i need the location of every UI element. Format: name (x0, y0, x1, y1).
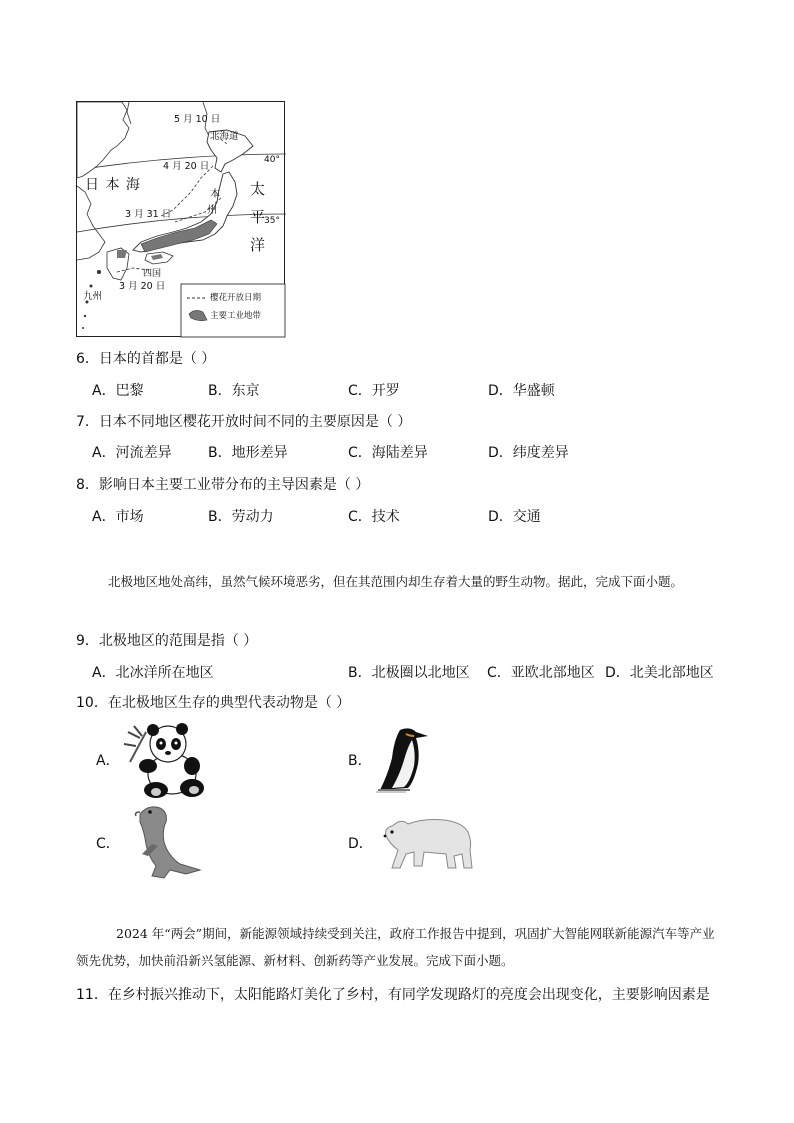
sea-lion-icon (130, 800, 208, 882)
label-mar31: 3 月 31 日 (125, 209, 172, 220)
q10-option-c[interactable]: C． (96, 836, 120, 852)
q8-option-c[interactable]: C．技术 (348, 509, 400, 525)
question-8-stem: 8．影响日本主要工业带分布的主导因素是（ ） (76, 477, 370, 493)
question-9-stem: 9．北极地区的范围是指（ ） (76, 633, 258, 649)
label-may10: 5 月 10 日 (174, 114, 221, 125)
q9-option-a[interactable]: A．北冰洋所在地区 (92, 665, 214, 681)
q6-option-a[interactable]: A．巴黎 (92, 383, 144, 399)
legend-bloom-label: 樱花开放日期 (210, 293, 262, 303)
panda-icon (122, 722, 208, 800)
q9-option-b[interactable]: B．北极圈以北地区 (348, 665, 470, 681)
q10-option-b[interactable]: B． (348, 753, 372, 769)
label-ocean-3: 洋 (250, 236, 266, 254)
q9-option-c[interactable]: C．亚欧北部地区 (487, 665, 595, 681)
label-honshu-2: 州 (207, 205, 217, 216)
passage-energy: 2024 年“两会”期间，新能源领域持续受到关注，政府工作报告中提到，巩固扩大智能网联新能源汽车等产业领先优势，加快前沿新兴氢能源、新材料、创新药等产业发展。完成下面小题。 (76, 926, 715, 968)
label-kyushu: 九州 (83, 291, 103, 302)
q8-option-a[interactable]: A．市场 (92, 509, 144, 525)
q7-option-d[interactable]: D．纬度差异 (488, 445, 569, 461)
label-shikoku: 四国 (143, 269, 162, 279)
label-lat40: 40° (264, 155, 280, 165)
label-apr20: 4 月 20 日 (163, 161, 210, 172)
q6-option-d[interactable]: D．华盛顿 (488, 383, 555, 399)
passage-arctic: 北极地区地处高纬，虽然气候环境恶劣，但在其范围内却生存着大量的野生动物。据此，完成下面小题。 (108, 574, 684, 589)
q6-option-c[interactable]: C．开罗 (348, 383, 400, 399)
q7-option-c[interactable]: C．海陆差异 (348, 445, 428, 461)
polar-bear-icon (380, 814, 476, 872)
q9-option-d[interactable]: D．北美北部地区 (605, 665, 714, 681)
label-ocean-1: 太 (250, 180, 266, 198)
question-11-stem: 11．在乡村振兴推动下，太阳能路灯美化了乡村，有同学发现路灯的亮度会出现变化，主要影响因素是 (76, 987, 710, 1003)
question-6-stem: 6．日本的首都是（ ） (76, 351, 216, 367)
q8-option-d[interactable]: D．交通 (488, 509, 541, 525)
label-ocean-2: 平 (250, 208, 266, 226)
label-lat35: 35° (264, 216, 280, 226)
label-hokkaido: 北海道 (210, 131, 239, 142)
japan-map (76, 101, 285, 337)
label-sea-of-japan: 日 本 海 (85, 177, 141, 193)
legend-industry-label: 主要工业地带 (210, 311, 262, 321)
label-mar20: 3 月 20 日 (119, 281, 166, 292)
question-10-stem: 10．在北极地区生存的典型代表动物是（ ） (76, 695, 351, 711)
q10-option-d[interactable]: D． (348, 836, 373, 852)
q7-option-a[interactable]: A．河流差异 (92, 445, 172, 461)
q10-option-a[interactable]: A． (96, 753, 120, 769)
q6-option-b[interactable]: B．东京 (208, 383, 260, 399)
label-honshu-1: 本 (210, 189, 220, 200)
q8-option-b[interactable]: B．劳动力 (208, 509, 274, 525)
penguin-icon (370, 724, 434, 794)
q7-option-b[interactable]: B．地形差异 (208, 445, 288, 461)
question-7-stem: 7．日本不同地区樱花开放时间不同的主要原因是（ ） (76, 414, 412, 430)
